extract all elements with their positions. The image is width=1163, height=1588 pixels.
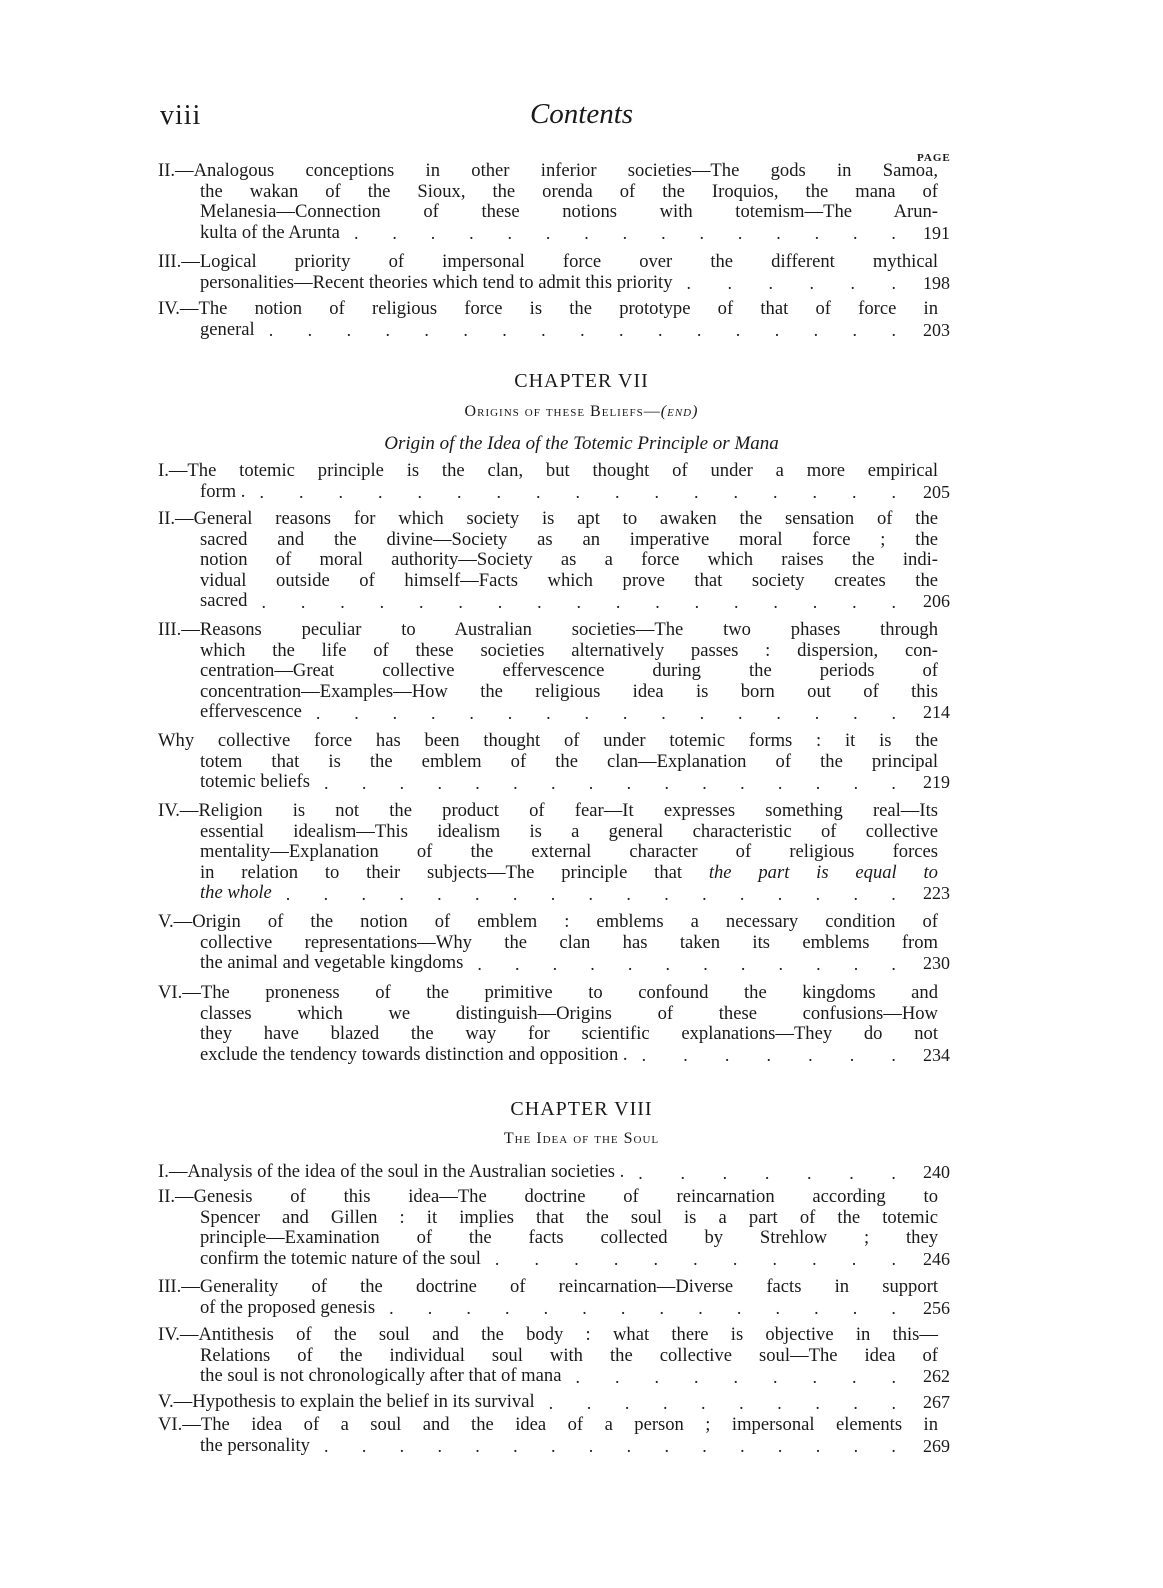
toc-entry-page: 223 bbox=[923, 883, 950, 904]
toc-entry-line: kulta of the Arunta bbox=[200, 221, 340, 243]
toc-dot-leaders: . . . . . . . . . . . bbox=[494, 1249, 896, 1270]
toc-dot-leaders: . . . . . . . . . . bbox=[548, 1392, 896, 1413]
toc-entry-line: the soul is not chronologically after that of mana bbox=[200, 1365, 562, 1387]
toc-entry bbox=[158, 1415, 950, 1456]
chapter-vii-heading: CHAPTER VII bbox=[514, 370, 649, 392]
toc-entry-line: centration—Great collective effervescence during the periods of bbox=[200, 660, 938, 682]
toc-entry-line: in relation to their subjects—The principle that the part is equal to bbox=[200, 861, 938, 883]
toc-entry-line: III.—Logical priority of impersonal force over the different mythical bbox=[158, 251, 938, 272]
toc-entry-page: 205 bbox=[923, 481, 950, 502]
toc-entry-line: IV.—Antithesis of the soul and the body : what there is objective in this— bbox=[158, 1324, 938, 1345]
toc-entry-line: V.—Origin of the notion of emblem : emblems a necessary condition of bbox=[158, 911, 938, 932]
toc-entry-line: sacred bbox=[200, 590, 248, 612]
toc-entry bbox=[158, 252, 950, 293]
page-column-label: PAGE bbox=[917, 152, 951, 164]
toc-dot-leaders: . . . . . . . . . . . . . . . bbox=[353, 223, 896, 244]
toc-entry-line: V.—Hypothesis to explain the belief in its survival bbox=[158, 1391, 535, 1412]
toc-entry-line: II.—General reasons for which society is apt to awaken the sensation of the bbox=[158, 508, 938, 529]
chapter-vii-subtitle-text: Origins of these Beliefs— bbox=[464, 403, 661, 420]
toc-entry-page: 198 bbox=[923, 272, 950, 293]
toc-entry-line: essential idealism—This idealism is a general characteristic of collective bbox=[200, 820, 938, 842]
toc-entry-line: the animal and vegetable kingdoms bbox=[200, 952, 464, 974]
toc-entry-line: principle—Examination of the facts collected by Strehlow ; they bbox=[200, 1227, 938, 1249]
running-title: Contents bbox=[529, 98, 634, 130]
toc-entry-page: 203 bbox=[923, 319, 950, 340]
toc-dot-leaders: . . . . . . bbox=[686, 273, 896, 294]
toc-entry-line: sacred and the divine—Society as an imperative moral force ; the bbox=[200, 528, 938, 550]
toc-entry-page: 269 bbox=[923, 1435, 950, 1456]
toc-entry-line: general bbox=[200, 318, 255, 340]
toc-dot-leaders: . . . . . . . . . . . . . . . . . bbox=[259, 482, 896, 503]
toc-entry-line: VI.—The proneness of the primitive to confound the kingdoms and bbox=[158, 982, 938, 1003]
toc-entry-line: III.—Generality of the doctrine of reincarnation—Diverse facts in support bbox=[158, 1276, 938, 1297]
toc-entry bbox=[158, 299, 950, 340]
chapter-vii-subtitle bbox=[0, 403, 1163, 421]
page-number: viii bbox=[160, 100, 202, 131]
toc-entry-line: totemic beliefs bbox=[200, 771, 310, 793]
toc-entry-line: concentration—Examples—How the religious idea is born out of this bbox=[200, 680, 938, 702]
toc-entry bbox=[158, 1162, 950, 1183]
toc-entry-line: IV.—Religion is not the product of fear—It expresses something real—Its bbox=[158, 800, 938, 821]
toc-dot-leaders: . . . . . . . . . . . . . . bbox=[389, 1298, 896, 1319]
toc-entry-page: 230 bbox=[923, 953, 950, 974]
toc-entry bbox=[158, 1392, 950, 1413]
toc-entry bbox=[158, 1277, 950, 1318]
toc-entry bbox=[158, 1187, 950, 1269]
toc-entry-page: 219 bbox=[923, 772, 950, 793]
toc-entry-line: personalities—Recent theories which tend to admit this priority bbox=[200, 271, 673, 293]
chapter-vii-subheading: Origin of the Idea of the Totemic Principle or Mana bbox=[384, 433, 779, 454]
toc-entry-line: they have blazed the way for scientific explanations—They do not bbox=[200, 1023, 938, 1045]
toc-entry-line: which the life of these societies alternatively passes : dispersion, con- bbox=[200, 639, 938, 661]
toc-entry-line: classes which we distinguish—Origins of these confusions—How bbox=[200, 1002, 938, 1024]
toc-entry bbox=[158, 983, 950, 1065]
toc-dot-leaders: . . . . . . . . . bbox=[575, 1366, 896, 1387]
toc-entry-line: Why collective force has been thought of under totemic forms : it is the bbox=[158, 730, 938, 751]
toc-dot-leaders: . . . . . . . . . . . . . . . . bbox=[315, 702, 896, 723]
toc-entry-line: the personality bbox=[200, 1434, 310, 1456]
toc-entry-page: 206 bbox=[923, 591, 950, 612]
toc-dot-leaders: . . . . . . . bbox=[641, 1045, 896, 1066]
toc-entry bbox=[158, 801, 950, 904]
toc-entry-italic: the part is equal to bbox=[682, 861, 938, 883]
toc-entry-line: mentality—Explanation of the external character of religious forces bbox=[200, 841, 938, 863]
toc-entry-page: 256 bbox=[923, 1297, 950, 1318]
toc-entry-line: form . bbox=[200, 480, 246, 502]
toc-entry-page: 240 bbox=[923, 1162, 950, 1182]
toc-entry-line: the wakan of the Sioux, the orenda of the Iroquios, the mana of bbox=[200, 180, 938, 202]
toc-entry-page: 267 bbox=[923, 1392, 950, 1412]
toc-entry-line: I.—The totemic principle is the clan, but thought of under a more empirical bbox=[158, 460, 938, 481]
toc-entry-line: effervescence bbox=[200, 701, 302, 723]
toc-entry-line: the whole bbox=[200, 882, 272, 904]
toc-entry-line: exclude the tendency towards distinction and opposition . bbox=[200, 1043, 628, 1065]
toc-entry bbox=[158, 461, 950, 502]
toc-entry bbox=[158, 731, 950, 793]
toc-entry bbox=[158, 1325, 950, 1387]
toc-dot-leaders: . . . . . . . . . . . . . . . . . bbox=[268, 320, 896, 341]
toc-dot-leaders: . . . . . . . . . . . . . . . . . bbox=[285, 883, 896, 904]
toc-dot-leaders: . . . . . . . . . . . . . . . . bbox=[323, 1436, 896, 1457]
toc-entry-page: 191 bbox=[923, 222, 950, 243]
toc-entry-line: confirm the totemic nature of the soul bbox=[200, 1247, 481, 1269]
toc-entry-line: Melanesia—Connection of these notions with totemism—The Arun- bbox=[200, 201, 938, 223]
toc-entry-line: Spencer and Gillen : it implies that the soul is a part of the totemic bbox=[200, 1206, 938, 1228]
toc-entry-page: 246 bbox=[923, 1248, 950, 1269]
toc-entry-line: II.—Genesis of this idea—The doctrine of reincarnation according to bbox=[158, 1186, 938, 1207]
toc-entry-line: II.—Analogous conceptions in other inferior societies—The gods in Samoa, bbox=[158, 160, 938, 181]
toc-entry-page: 262 bbox=[923, 1366, 950, 1387]
toc-entry-line: VI.—The idea of a soul and the idea of a person ; impersonal elements in bbox=[158, 1414, 938, 1435]
toc-entry-line: III.—Reasons peculiar to Australian societies—The two phases through bbox=[158, 619, 938, 640]
toc-entry bbox=[158, 912, 950, 974]
toc-entry-line: totem that is the emblem of the clan—Explanation of the principal bbox=[200, 750, 938, 772]
toc-entry-line: collective representations—Why the clan has taken its emblems from bbox=[200, 931, 938, 953]
toc-entry-line: vidual outside of himself—Facts which prove that society creates the bbox=[200, 569, 938, 591]
chapter-viii-heading: CHAPTER VIII bbox=[510, 1098, 653, 1120]
toc-entry-line: Relations of the individual soul with the collective soul—The idea of bbox=[200, 1344, 938, 1366]
toc-entry-line: of the proposed genesis bbox=[200, 1296, 376, 1318]
toc-entry-line: I.—Analysis of the idea of the soul in the Australian societies . bbox=[158, 1161, 625, 1182]
toc-dot-leaders: . . . . . . . . . . . . bbox=[477, 953, 896, 974]
toc-entry-page: 214 bbox=[923, 702, 950, 723]
toc-entry-page: 234 bbox=[923, 1044, 950, 1065]
toc-entry bbox=[158, 620, 950, 723]
toc-dot-leaders: . . . . . . . . . . . . . . . . . bbox=[261, 591, 896, 612]
toc-dot-leaders: . . . . . . . . . . . . . . . . bbox=[323, 772, 896, 793]
chapter-vii-subtitle-end: (end) bbox=[660, 403, 699, 420]
toc-entry-line: notion of moral authority—Society as a force which raises the indi- bbox=[200, 549, 938, 571]
toc-dot-leaders: . . . . . . . bbox=[638, 1162, 896, 1183]
toc-entry bbox=[158, 509, 950, 612]
toc-entry bbox=[158, 161, 950, 243]
chapter-viii-subtitle: The Idea of the Soul bbox=[503, 1130, 660, 1147]
toc-entry-line: IV.—The notion of religious force is the prototype of that of force in bbox=[158, 298, 938, 319]
